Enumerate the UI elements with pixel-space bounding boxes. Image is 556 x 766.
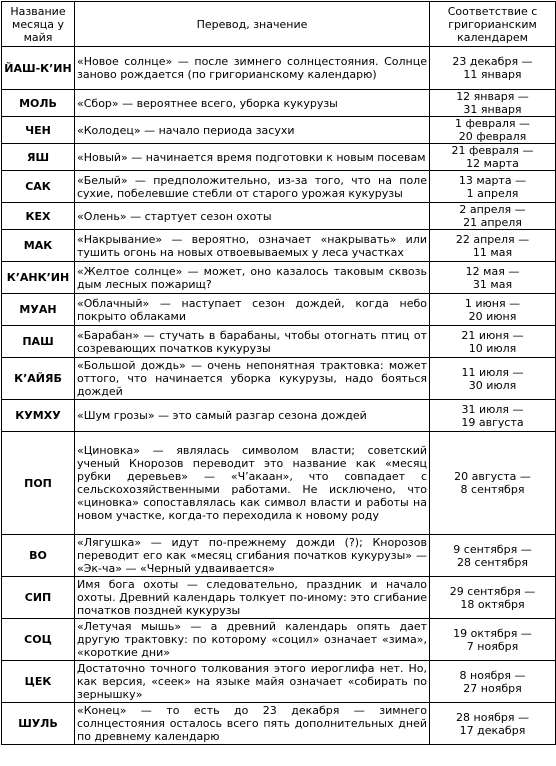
date-end: 27 ноября — [463, 681, 522, 695]
gregorian-date-cell — [430, 203, 556, 230]
month-name-cell: ВО — [2, 535, 75, 577]
table-row — [2, 171, 556, 203]
date-start: 1 июня — — [464, 296, 521, 310]
table-row — [2, 294, 556, 326]
gregorian-date-cell — [430, 619, 556, 661]
meaning-cell: «Колодец» — начало периода засухи — [75, 117, 430, 144]
table-row — [2, 535, 556, 577]
month-name-cell: СИП — [2, 577, 75, 619]
table-row — [2, 117, 556, 144]
date-start: 8 ноября — — [459, 668, 526, 682]
date-end: 21 апреля — [463, 216, 522, 229]
meaning-cell: «Олень» — стартует сезон охоты — [75, 203, 430, 230]
date-end: 31 января — [463, 103, 522, 116]
date-start: 1 февраля — — [454, 117, 531, 130]
month-name-cell: ЦЕК — [2, 661, 75, 703]
date-start: 12 мая — — [465, 264, 520, 278]
gregorian-date-cell — [430, 661, 556, 703]
meaning-cell: «Барабан» — стучать в барабаны, чтобы отогнать птиц от созревающих початков кукурузы — [75, 326, 430, 358]
month-name-cell: КЕХ — [2, 203, 75, 230]
gregorian-date-cell — [430, 432, 556, 535]
meaning-cell: Достаточно точного толкования этого иероглифа нет. Но, как версия, «сеек» на языке майя означает «собирать по зернышку» — [75, 661, 430, 703]
date-start: 12 января — — [456, 90, 529, 103]
date-start: 23 декабря — — [452, 55, 533, 68]
table-header — [2, 2, 556, 47]
gregorian-date-cell — [430, 144, 556, 171]
meaning-cell: «Облачный» — наступает сезон дождей, когда небо покрыто облаками — [75, 294, 430, 326]
meaning-cell: «Новое солнце» — после зимнего солнцестояния. Солнце заново рождается (по григорианскому календарю) — [75, 47, 430, 90]
date-end: 10 июля — [468, 341, 517, 355]
meaning-cell: «Конец» — то есть до 23 декабря — зимнего солнцестояния осталось всего пять дополнительных дней по древнему календарю — [75, 703, 430, 745]
header-month-name: Название месяца у майя — [2, 2, 75, 47]
meaning-cell: «Лягушка» — идут по-прежнему дожди (?); Кнорозов переводит его как «месяц сгибания початков кукурузы» — «Эк-ча» — «Черный удваивается» — [75, 535, 430, 577]
month-name-cell: САК — [2, 171, 75, 203]
date-start: 22 апреля — — [455, 232, 530, 246]
gregorian-date-cell — [430, 400, 556, 432]
gregorian-date-cell — [430, 171, 556, 203]
month-name-cell: ЯШ — [2, 144, 75, 171]
gregorian-date-cell — [430, 535, 556, 577]
table-row — [2, 703, 556, 745]
month-name-cell: СОЦ — [2, 619, 75, 661]
date-start: 31 июля — — [461, 402, 524, 416]
date-start: 20 августа — — [454, 470, 531, 483]
date-end: 11 мая — [472, 245, 513, 259]
meaning-cell: «Желтое солнце» — может, оно казалось таковым сквозь дым лесных пожарищ? — [75, 262, 430, 294]
month-name-cell: ПАШ — [2, 326, 75, 358]
table-row — [2, 619, 556, 661]
date-start: 19 октября — — [453, 626, 532, 640]
date-end: 28 сентября — [457, 555, 528, 569]
gregorian-date-cell — [430, 358, 556, 400]
gregorian-date-cell — [430, 47, 556, 90]
gregorian-date-cell — [430, 230, 556, 262]
date-start: 13 марта — — [458, 173, 527, 187]
header-meaning: Перевод, значение — [75, 2, 430, 47]
date-end: 11 января — [463, 68, 522, 81]
date-start: 28 ноября — — [456, 710, 529, 724]
date-start: 11 июля — — [461, 365, 524, 379]
table-row — [2, 577, 556, 619]
meaning-cell: «Большой дождь» — очень непонятная трактовка: может оттого, что начинается уборка кукурузы, надо бояться дождей — [75, 358, 430, 400]
date-end: 19 августа — [461, 415, 524, 429]
gregorian-date-cell — [430, 262, 556, 294]
month-name-cell: ПОП — [2, 432, 75, 535]
table-row — [2, 203, 556, 230]
meaning-cell: «Накрывание» — вероятно, означает «накрывать» или тушить огонь на новых отвоевываемых у леса участках — [75, 230, 430, 262]
meaning-cell: «Белый» — предположительно, из-за того, что на поле сухие, побелевшие стебли от старого урожая кукурузы — [75, 171, 430, 203]
date-end: 12 марта — [466, 157, 519, 170]
date-end: 20 февраля — [458, 130, 527, 143]
meaning-cell: «Новый» — начинается время подготовки к новым посевам — [75, 144, 430, 171]
gregorian-date-cell — [430, 326, 556, 358]
table-row — [2, 432, 556, 535]
header-row — [2, 2, 556, 47]
maya-months-table — [1, 1, 556, 745]
date-start: 2 апреля — — [459, 203, 526, 216]
table-row — [2, 262, 556, 294]
month-name-cell: МОЛЬ — [2, 90, 75, 117]
date-end: 7 ноября — [466, 639, 519, 653]
date-end: 18 октября — [460, 597, 525, 611]
date-end: 17 декабря — [459, 723, 526, 737]
gregorian-date-cell — [430, 294, 556, 326]
month-name-cell: ШУЛЬ — [2, 703, 75, 745]
meaning-cell: Имя бога охоты — следовательно, праздник и начало охоты. Древний календарь толкует по-иному: это сгибание початков поздней кукурузы — [75, 577, 430, 619]
month-name-cell: МУАН — [2, 294, 75, 326]
date-end: 30 июля — [468, 378, 517, 392]
meaning-cell: «Летучая мышь» — а древний календарь опять дает другую трактовку: по которому «социл» означает «зима», «короткие дни» — [75, 619, 430, 661]
table-row — [2, 47, 556, 90]
date-start: 29 сентября — — [449, 584, 536, 598]
table-row — [2, 144, 556, 171]
date-end: 8 сентября — [460, 483, 525, 496]
date-start: 21 июня — — [461, 328, 524, 342]
gregorian-date-cell — [430, 117, 556, 144]
meaning-cell: «Шум грозы» — это самый разгар сезона дождей — [75, 400, 430, 432]
gregorian-date-cell — [430, 90, 556, 117]
table-body — [2, 47, 556, 745]
table-row — [2, 90, 556, 117]
table-row — [2, 661, 556, 703]
table-row — [2, 400, 556, 432]
gregorian-date-cell — [430, 577, 556, 619]
month-name-cell: МАК — [2, 230, 75, 262]
date-start: 9 сентября — — [453, 542, 532, 556]
gregorian-date-cell — [430, 703, 556, 745]
date-end: 31 мая — [472, 277, 513, 291]
month-name-cell: ЧЕН — [2, 117, 75, 144]
month-name-cell: КУМХУ — [2, 400, 75, 432]
date-end: 20 июня — [468, 309, 517, 323]
date-end: 1 апреля — [466, 186, 519, 200]
date-start: 21 февраля — — [451, 144, 534, 157]
meaning-cell: «Циновка» — являлась символом власти; советский ученый Кнорозов переводит это название как «месяц рубки деревьев» — «Ч’акаан», что совпадает с сельскохозяйственными работами. Не исключено, что «циновка» сопоставлялась как символ власти и работы на новом участке, когда-то переходила к новому роду — [75, 432, 430, 535]
month-name-cell: К’АЙЯБ — [2, 358, 75, 400]
table-row — [2, 358, 556, 400]
month-name-cell: ЙАШ-К’ИН — [2, 47, 75, 90]
month-name-cell: К’АНК’ИН — [2, 262, 75, 294]
meaning-cell: «Сбор» — вероятнее всего, уборка кукурузы — [75, 90, 430, 117]
table-row — [2, 230, 556, 262]
header-gregorian-dates: Соответствие с григорианским календарем — [430, 2, 556, 47]
table-row — [2, 326, 556, 358]
